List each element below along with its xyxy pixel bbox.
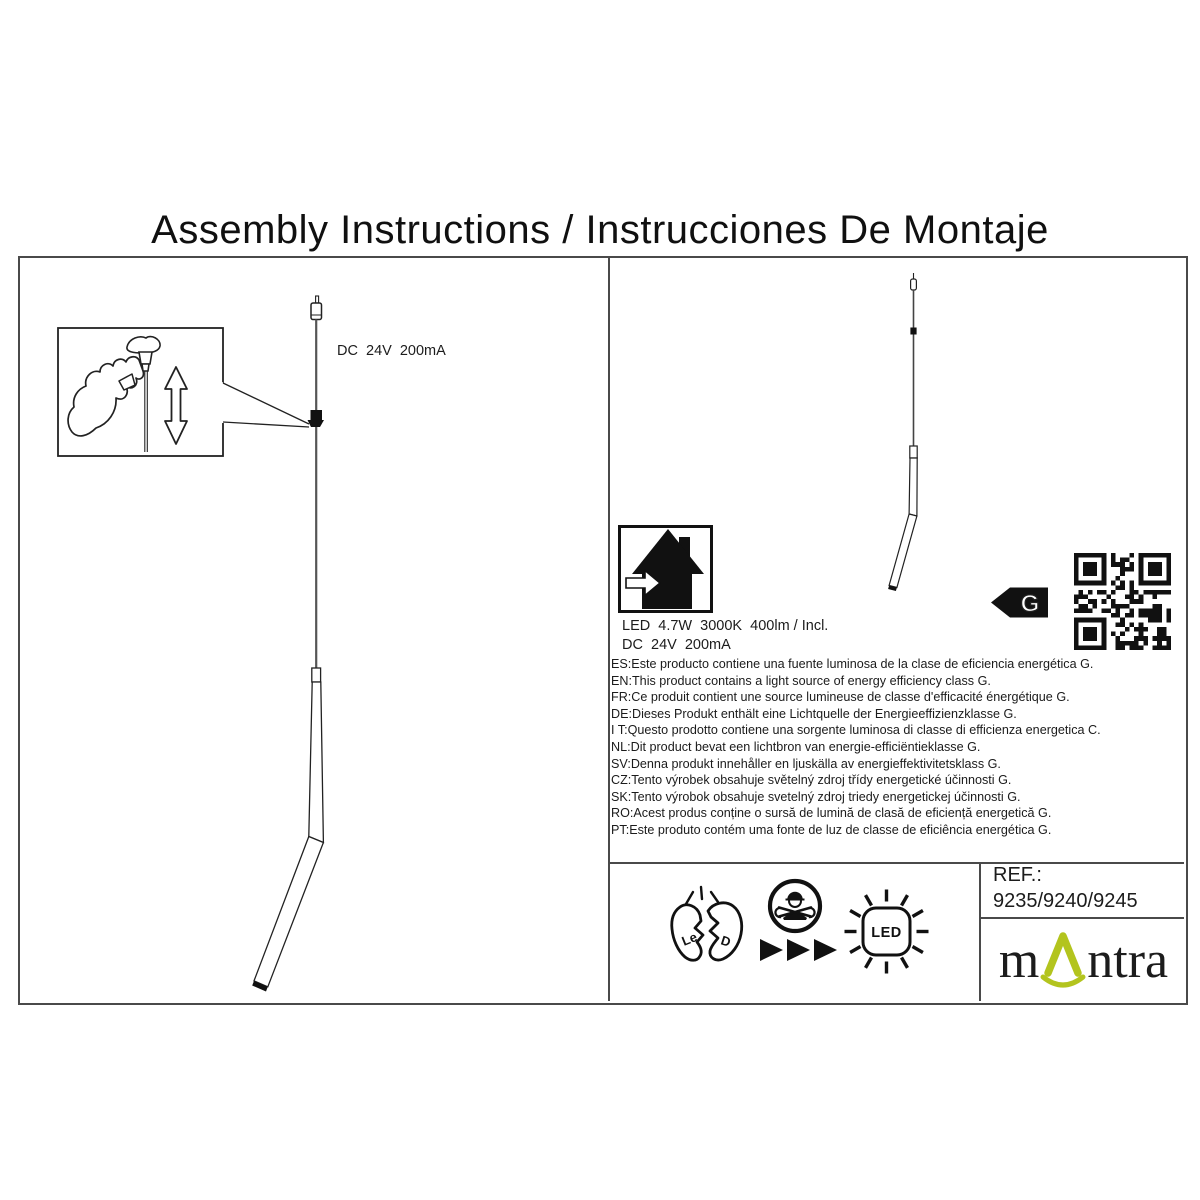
footer-icons <box>609 863 979 1001</box>
page-title: Assembly Instructions / Instrucciones De Montaje <box>151 208 1049 252</box>
broken-led-left-text: Le <box>679 929 700 949</box>
brand-prefix: m <box>998 931 1040 989</box>
mantra-logo <box>981 919 1186 1001</box>
language-line: CZ:Tento výrobek obsahuje světelný zdroj třídy energetické účinnosti G. <box>611 773 1012 788</box>
energy-class-letter: G <box>1020 590 1040 618</box>
led-badge-text: LED <box>871 925 902 941</box>
pendant-lamp-small <box>888 273 917 591</box>
mantra-caret-icon <box>1040 929 1086 991</box>
language-line: ES:Este producto contiene una fuente luminosa de la clase de eficiencia energética G. <box>611 657 1094 671</box>
pendant-lamp-large <box>252 296 324 992</box>
lamp-spec-line1: LED 4.7W 3000K 400lm / Incl. <box>622 618 829 634</box>
lamp-sleeve <box>312 668 321 682</box>
language-line: EN:This product contains a light source of energy efficiency class G. <box>611 673 991 688</box>
energy-class-arrow <box>991 588 1048 618</box>
lamp-spec-line2: DC 24V 200mA <box>622 637 731 653</box>
adjustment-inset-box <box>58 328 310 456</box>
cable-connector <box>311 303 322 320</box>
energy-language-list <box>611 656 1171 839</box>
height-adjuster <box>308 410 325 427</box>
language-line: RO:Acest produs conține o sursă de lumină de clasă de eficiență energetică G. <box>611 806 1052 821</box>
indoor-use-icon <box>620 527 712 612</box>
language-line: I T:Questo prodotto contiene una sorgente luminosa di classe di efficienza energetica C. <box>611 723 1101 738</box>
brand-suffix: ntra <box>1087 931 1169 989</box>
broken-led-icon <box>672 887 742 960</box>
ref-label: REF.: <box>993 864 1042 886</box>
language-line: SV:Denna produkt innehåller en ljuskälla av energieffektivitetsklass G. <box>611 756 1001 771</box>
qr-code <box>1074 553 1171 650</box>
broken-led-right-text: D <box>719 932 733 950</box>
language-line: SK:Tento výrobok obsahuje svetelný zdroj triedy energetickej účinnosti G. <box>611 789 1021 804</box>
language-line: NL:Dit product bevat een lichtbron van energie-efficiëntieklasse G. <box>611 739 981 754</box>
language-line: FR:Ce produit contient une source lumineuse de classe d'efficacité énergétique G. <box>611 690 1070 705</box>
power-spec-label-left: DC 24V 200mA <box>337 343 446 359</box>
left-panel-drawing <box>18 256 608 1001</box>
cable-pin <box>316 296 319 303</box>
ref-numbers: 9235/9240/9245 <box>993 890 1138 912</box>
lamp-upper-tube <box>309 682 324 843</box>
led-badge-icon <box>845 890 929 974</box>
language-line: DE:Dieses Produkt enthält eine Lichtquelle der Energieeffizienzklasse G. <box>611 706 1017 721</box>
language-line: PT:Este produto contém uma fonte de luz de classe de eficiência energética G. <box>611 822 1052 837</box>
lamp-lower-tube <box>254 837 323 987</box>
technician-icon <box>770 881 820 931</box>
forward-arrows-icon <box>760 939 837 961</box>
